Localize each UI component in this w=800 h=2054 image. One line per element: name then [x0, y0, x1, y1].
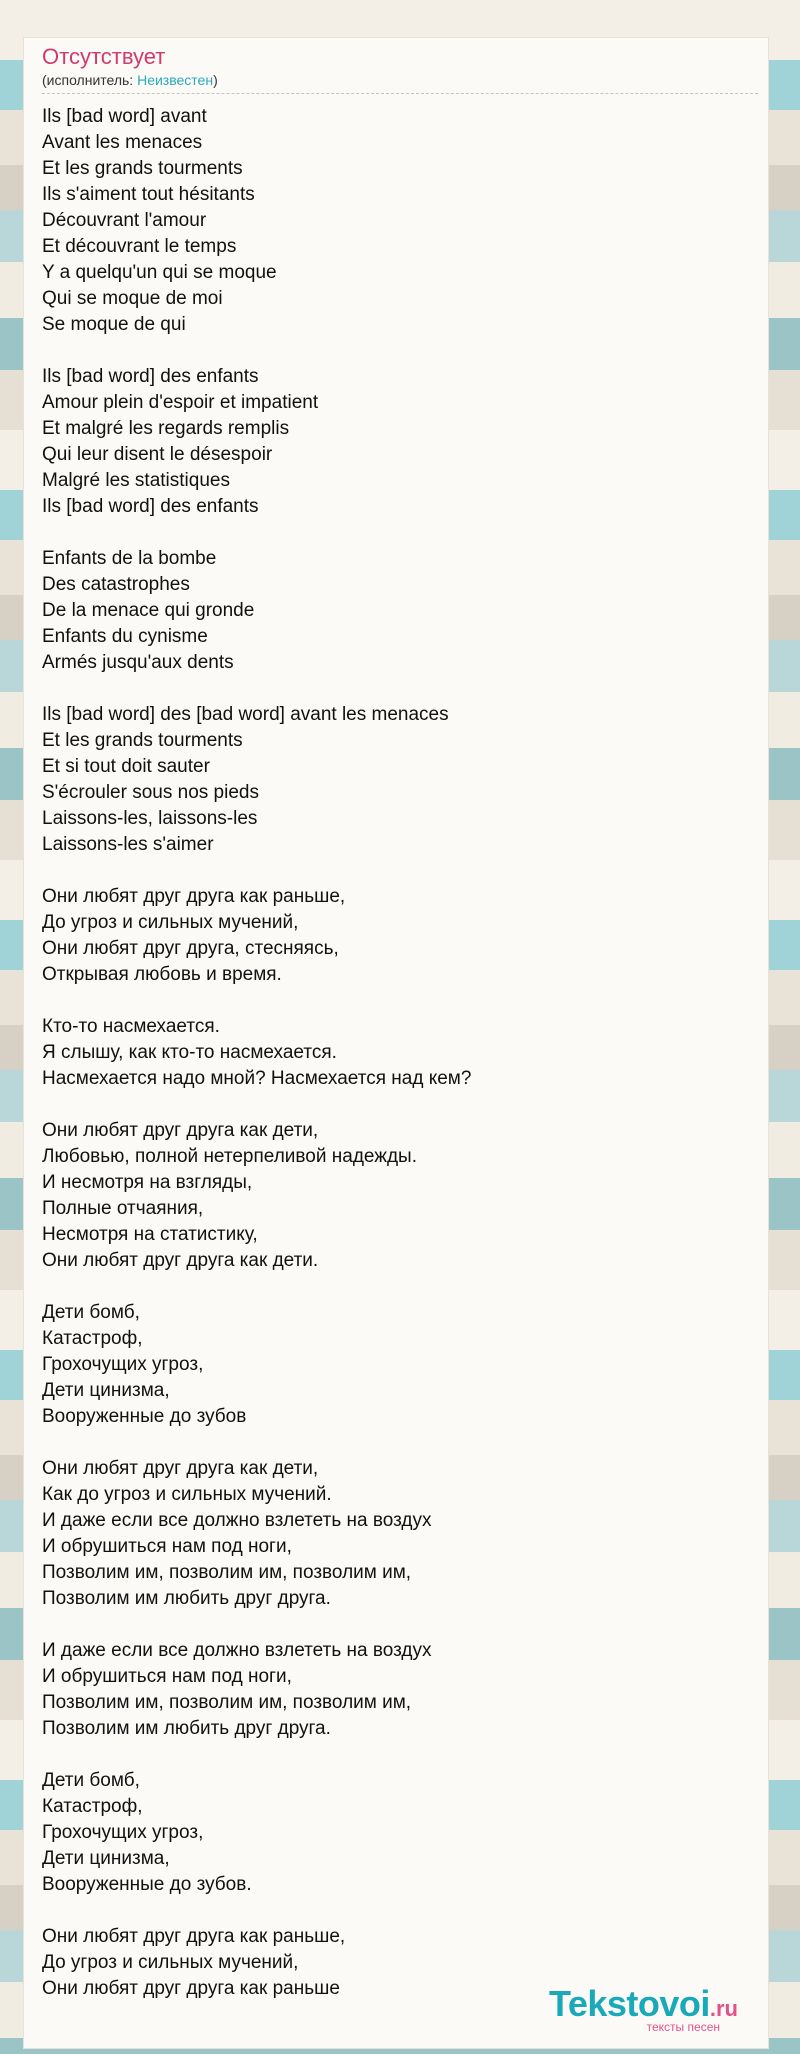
- lyric-line: Avant les menaces: [42, 132, 203, 153]
- lyric-line: Laissons-les, laissons-les: [42, 808, 258, 829]
- lyric-line: Грохочущих угроз,: [42, 1354, 204, 1375]
- lyric-line: Ils [bad word] avant: [42, 106, 207, 127]
- lyric-line: Они любят друг друга как дети.: [42, 1250, 319, 1271]
- lyric-line: Позволим им любить друг друга.: [42, 1718, 331, 1739]
- lyric-line: Полные отчаяния,: [42, 1198, 204, 1219]
- lyric-line: Насмехается надо мной? Насмехается над кем?: [42, 1068, 472, 1089]
- lyric-line: Грохочущих угроз,: [42, 1822, 204, 1843]
- lyric-line: Enfants de la bombe: [42, 548, 217, 569]
- lyric-line: Qui se moque de moi: [42, 288, 223, 309]
- lyric-line: Дети цинизма,: [42, 1848, 170, 1869]
- lyrics-text: [42, 104, 752, 2002]
- artist-suffix: ): [213, 72, 218, 88]
- lyric-line: Enfants du cynisme: [42, 626, 208, 647]
- lyric-line: Они любят друг друга как раньше,: [42, 1926, 346, 1947]
- lyric-line: Они любят друг друга как раньше,: [42, 886, 346, 907]
- lyric-line: Дети бомб,: [42, 1770, 140, 1791]
- lyric-line: Дети бомб,: [42, 1302, 140, 1323]
- song-title: Отсутствует: [42, 44, 166, 69]
- stanza-gap: [42, 858, 752, 884]
- lyric-line: Et découvrant le temps: [42, 236, 237, 257]
- logo-tld: .ru: [709, 1996, 738, 2021]
- stanza-gap: [42, 676, 752, 702]
- logo-tagline: тексты песен: [646, 2020, 720, 2034]
- lyric-line: Et les grands tourments: [42, 730, 243, 751]
- lyric-line: Как до угроз и сильных мучений.: [42, 1484, 332, 1505]
- lyric-line: Они любят друг друга как дети,: [42, 1458, 319, 1479]
- stanza-gap: [42, 1092, 752, 1118]
- lyric-line: Я слышу, как кто-то насмехается.: [42, 1042, 337, 1063]
- logo-name: Tekstovoi: [549, 1983, 710, 2024]
- lyric-line: И обрушиться нам под ноги,: [42, 1536, 292, 1557]
- lyric-line: Amour plein d'espoir et impatient: [42, 392, 319, 413]
- artist-prefix: (исполнитель:: [42, 72, 138, 88]
- lyric-line: Любовью, полной нетерпеливой надежды.: [42, 1146, 417, 1167]
- lyric-line: Malgré les statistiques: [42, 470, 230, 491]
- lyric-line: Armés jusqu'aux dents: [42, 652, 234, 673]
- stanza-gap: [42, 1430, 752, 1456]
- stanza-gap: [42, 1612, 752, 1638]
- lyric-line: Découvrant l'amour: [42, 210, 207, 231]
- lyric-line: Et malgré les regards remplis: [42, 418, 290, 439]
- lyric-line: Дети цинизма,: [42, 1380, 170, 1401]
- lyric-line: Qui leur disent le désespoir: [42, 444, 273, 465]
- lyric-line: И несмотря на взгляды,: [42, 1172, 253, 1193]
- lyric-line: Позволим им, позволим им, позволим им,: [42, 1692, 412, 1713]
- stanza-gap: [42, 1742, 752, 1768]
- lyric-line: Катастроф,: [42, 1796, 143, 1817]
- lyric-line: Открывая любовь и время.: [42, 964, 282, 985]
- lyric-line: Y a quelqu'un qui se moque: [42, 262, 277, 283]
- lyric-line: Катастроф,: [42, 1328, 143, 1349]
- lyric-line: И даже если все должно взлететь на воздух: [42, 1640, 432, 1661]
- stanza-gap: [42, 520, 752, 546]
- lyric-line: Laissons-les s'aimer: [42, 834, 214, 855]
- artist-link[interactable]: Неизвестен: [137, 72, 214, 88]
- lyric-line: До угроз и сильных мучений,: [42, 912, 299, 933]
- site-logo[interactable]: [549, 1983, 738, 2034]
- lyric-line: И даже если все должно взлететь на воздух: [42, 1510, 432, 1531]
- stanza-gap: [42, 988, 752, 1014]
- lyric-line: Они любят друг друга как дети,: [42, 1120, 319, 1141]
- lyric-line: И обрушиться нам под ноги,: [42, 1666, 292, 1687]
- lyrics-card: [24, 38, 768, 2048]
- lyric-line: S'écrouler sous nos pieds: [42, 782, 259, 803]
- title-divider: [42, 93, 758, 94]
- lyric-line: Несмотря на статистику,: [42, 1224, 258, 1245]
- lyric-line: Et les grands tourments: [42, 158, 243, 179]
- stanza-gap: [42, 338, 752, 364]
- lyric-line: Et si tout doit sauter: [42, 756, 210, 777]
- artist-line: [42, 72, 218, 88]
- lyric-line: Вооруженные до зубов.: [42, 1874, 252, 1895]
- lyric-line: Они любят друг друга как раньше: [42, 1978, 340, 1999]
- lyric-line: Вооруженные до зубов: [42, 1406, 247, 1427]
- lyric-line: Des catastrophes: [42, 574, 190, 595]
- lyric-line: Ils [bad word] des [bad word] avant les menaces: [42, 704, 449, 725]
- lyric-line: Позволим им, позволим им, позволим им,: [42, 1562, 412, 1583]
- stanza-gap: [42, 1274, 752, 1300]
- lyric-line: Se moque de qui: [42, 314, 186, 335]
- lyric-line: Ils [bad word] des enfants: [42, 496, 259, 517]
- lyric-line: Они любят друг друга, стесняясь,: [42, 938, 339, 959]
- lyric-line: Позволим им любить друг друга.: [42, 1588, 331, 1609]
- stanza-gap: [42, 1898, 752, 1924]
- lyric-line: Кто-то насмехается.: [42, 1016, 220, 1037]
- lyric-line: Ils [bad word] des enfants: [42, 366, 259, 387]
- lyric-line: До угроз и сильных мучений,: [42, 1952, 299, 1973]
- lyric-line: De la menace qui gronde: [42, 600, 255, 621]
- lyric-line: Ils s'aiment tout hésitants: [42, 184, 255, 205]
